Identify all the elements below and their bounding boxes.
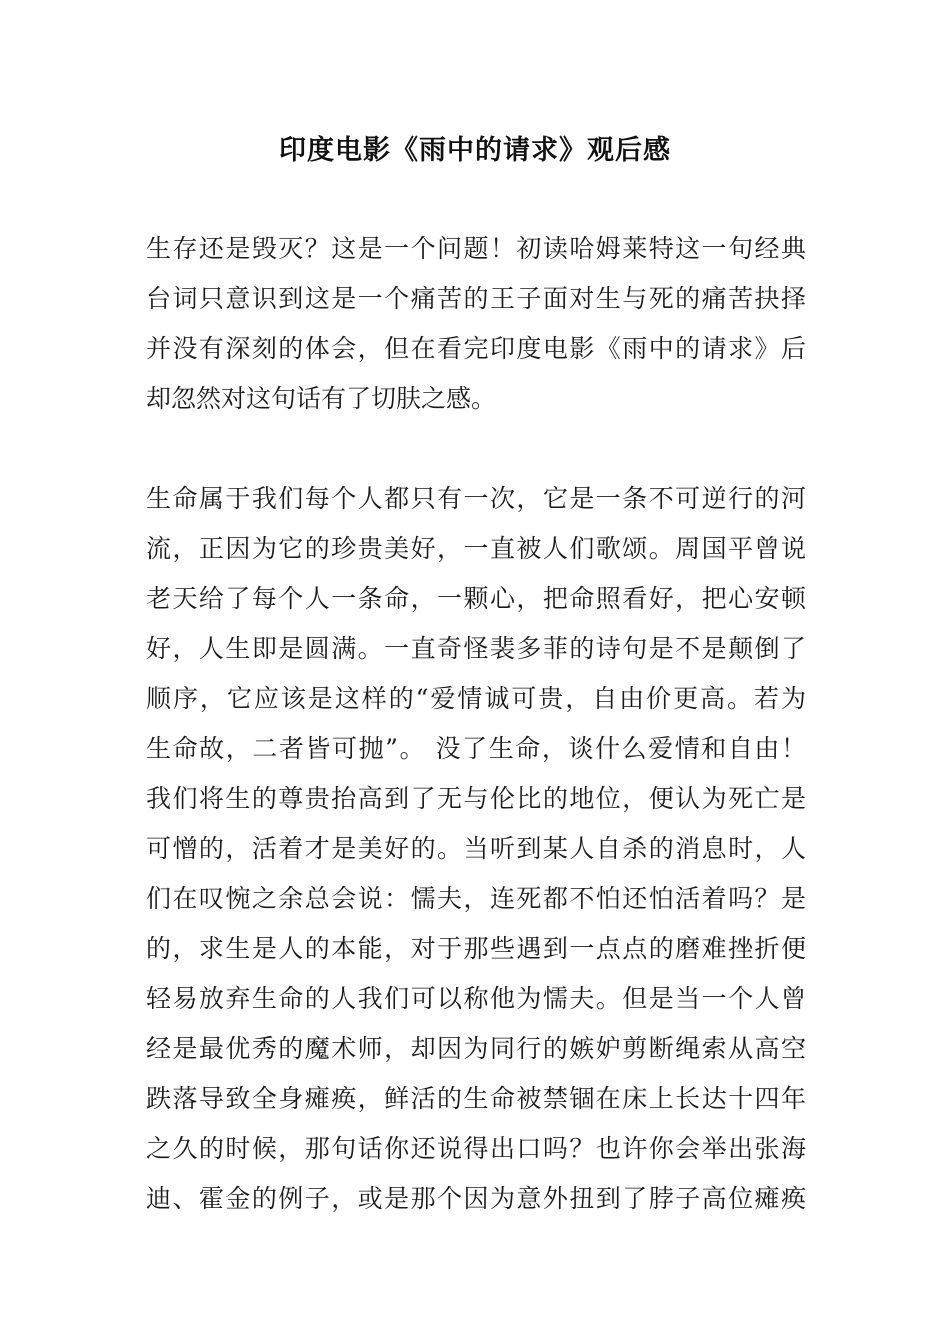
text-line: 之久的时候，那句话你还说得出口吗？也许你会举出张海	[146, 1134, 806, 1163]
text-line: 却忽然对这句话有了切肤之感。	[146, 384, 497, 413]
paragraph-2	[146, 474, 806, 1224]
text-line: 并没有深刻的体会，但在看完印度电影《雨中的请求》后	[146, 334, 806, 363]
text-line: 经是最优秀的魔术师，却因为同行的嫉妒剪断绳索从高空	[146, 1034, 806, 1063]
text-line: 生命故，二者皆可抛”。 没了生命，谈什么爱情和自由！	[146, 734, 806, 763]
text-line: 的，求生是人的本能，对于那些遇到一点点的磨难挫折便	[146, 934, 806, 963]
text-line: 好，人生即是圆满。一直奇怪裴多菲的诗句是不是颠倒了	[146, 634, 806, 663]
paragraph-1	[146, 224, 806, 424]
text-line: 跌落导致全身瘫痪，鲜活的生命被禁锢在床上长达十四年	[146, 1084, 806, 1113]
text-line: 可憎的，活着才是美好的。当听到某人自杀的消息时，人	[146, 834, 806, 863]
text-line: 台词只意识到这是一个痛苦的王子面对生与死的痛苦抉择	[146, 284, 806, 313]
text-line: 我们将生的尊贵抬高到了无与伦比的地位，便认为死亡是	[146, 784, 806, 813]
text-line: 流，正因为它的珍贵美好，一直被人们歌颂。周国平曾说	[146, 534, 806, 563]
document-title: 印度电影《雨中的请求》观后感	[279, 135, 671, 166]
text-line: 生存还是毁灭？这是一个问题！初读哈姆莱特这一句经典	[146, 234, 806, 263]
text-line: 轻易放弃生命的人我们可以称他为懦夫。但是当一个人曾	[146, 984, 806, 1013]
text-line: 老天给了每个人一条命，一颗心，把命照看好，把心安顿	[146, 584, 806, 613]
text-line: 顺序，它应该是这样的“爱情诚可贵，自由价更高。若为	[146, 684, 806, 713]
text-line: 迪、霍金的例子，或是那个因为意外扭到了脖子高位瘫痪	[146, 1184, 806, 1213]
text-line: 们在叹惋之余总会说：懦夫，连死都不怕还怕活着吗？是	[146, 884, 806, 913]
text-line: 生命属于我们每个人都只有一次，它是一条不可逆行的河	[146, 484, 806, 513]
